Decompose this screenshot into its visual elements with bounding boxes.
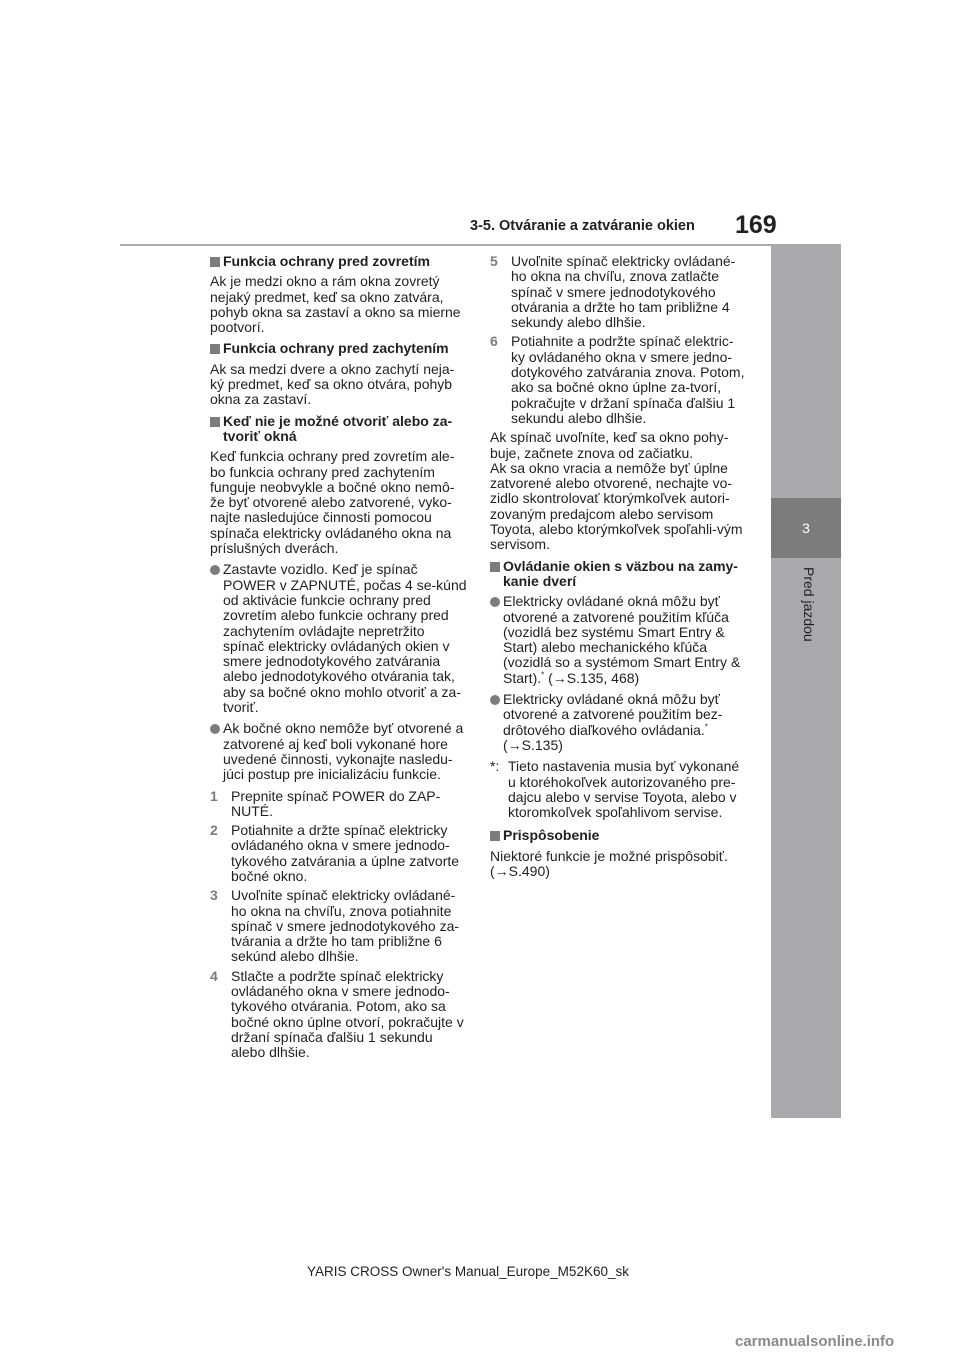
- step-item: 4 Stlačte a podržte spínač elektricky ovládaného okna v smere jednodo-tykového otvárania. Potom, ako sa bočné okno úplne otvorí, pokračujte v držaní spínača ďalšiu 1 sekundu alebo dlhšie.: [210, 967, 464, 1061]
- step-item: 1 Prepnite spínač POWER do ZAP-NUTÉ.: [210, 787, 441, 819]
- bullet-item: Elektricky ovládané okná môžu byť otvorené a zatvorené použitím kľúča (vozidlá bez systému Smart Entry & Start) alebo mechanického kľúča (vozidlá so a systémom Smart Entry & Start).* (→S.135, 468): [490, 594, 747, 686]
- square-bullet-icon: [210, 417, 220, 427]
- paragraph: Ak sa okno vracia a nemôže byť úplne zatvorené alebo otvorené, nechajte vo-zidlo skontrolovať ktorýmkoľvek autori-zovaným predajcom alebo servisom Toyota, alebo ktorýmkoľvek spoľahli-vým servisom.: [490, 459, 743, 553]
- footnote: *: Tieto nastavenia musia byť vykonané u ktoréhokoľvek autorizovaného pre-dajcu alebo v servise Toyota, alebo v ktoromkoľvek spoľahlivom servise.: [490, 758, 740, 821]
- step-item: 3 Uvoľnite spínač elektricky ovládané-ho okna na chvíľu, znova potiahnite spínač v smere jednodotykového za-tvárania a držte ho tam približne 6 sekúnd alebo dlhšie.: [210, 887, 460, 965]
- step-item: 6 Potiahnite a podržte spínač elektric-ky ovládaného okna v smere jedno-dotykového zatvárania znova. Potom, ako sa bočné okno úplne za-tvorí, pokračujte v držaní spínača ďalšiu 1 sekundu alebo dlhšie.: [490, 333, 745, 426]
- step-item: 5 Uvoľnite spínač elektricky ovládané-ho okna na chvíľu, znova zatlačte spínač v smere jednodotykového otvárania a držte ho tam približne 4 sekundy alebo dlhšie.: [490, 253, 736, 331]
- paragraph: Niektoré funkcie je možné prispôsobiť. (→S.490): [490, 847, 728, 879]
- round-bullet-icon: [490, 597, 500, 607]
- section-title: 3-5. Otváranie a zatváranie okien: [470, 218, 695, 234]
- square-bullet-icon: [210, 257, 220, 267]
- round-bullet-icon: [210, 565, 220, 575]
- page-number: 169: [735, 211, 777, 239]
- page-reference: (→S.135, 468): [544, 669, 640, 686]
- section-heading: Keď nie je možné otvoriť alebo za-tvoriť okná: [210, 414, 467, 445]
- square-bullet-icon: [490, 562, 500, 572]
- square-bullet-icon: [490, 831, 500, 841]
- section-heading: Funkcia ochrany pred zachytením: [210, 341, 467, 356]
- round-bullet-icon: [210, 724, 220, 734]
- footnote-mark: *: [541, 670, 545, 680]
- side-tab-top: [771, 245, 841, 498]
- paragraph: Ak je medzi okno a rám okna zovretý nejaký predmet, keď sa okno zatvára, pohyb okna sa zastaví a okno sa mierne pootvorí.: [210, 273, 461, 336]
- bullet-item: Elektricky ovládané okná môžu byť otvorené a zatvorené použitím bez-drôtového diaľkového ovládania.* (→S.135): [490, 692, 747, 753]
- paragraph: Ak spínač uvoľníte, keď sa okno pohy-buje, začnete znova od začiatku.: [490, 429, 729, 461]
- watermark: carmanualsonline.info: [735, 1333, 895, 1350]
- step-number: 2: [210, 822, 218, 839]
- left-column: [210, 254, 467, 1065]
- document-footer: YARIS CROSS Owner's Manual_Europe_M52K60_sk: [307, 1264, 629, 1279]
- round-bullet-icon: [490, 695, 500, 705]
- section-heading: Ovládanie okien s väzbou na zamy-kanie dverí: [490, 559, 747, 590]
- chapter-number-tab: 3: [771, 498, 841, 558]
- footnote-mark: *: [704, 721, 708, 731]
- square-bullet-icon: [210, 344, 220, 354]
- paragraph: Keď funkcia ochrany pred zovretím ale-bo funkcia ochrany pred zachytením funguje neobvykle a bočné okno nemô-že byť otvorené alebo zatvorené, vyko-najte nasledujúce činnosti pomocou spínača elektricky ovládaného okna na príslušných dverách.: [210, 448, 455, 557]
- step-number: 6: [490, 333, 498, 350]
- step-item: 2 Potiahnite a držte spínač elektricky ovládaného okna v smere jednodo-tykového zatvárania a úplne zatvorte bočné okno.: [210, 822, 460, 884]
- section-heading: Prispôsobenie: [490, 828, 747, 843]
- bullet-item: Zastavte vozidlo. Keď je spínač POWER v ZAPNUTÉ, počas 4 se-kúnd od aktivácie funkcie ochrany pred zovretím alebo funkcie ochrany pred zachytením ovládajte nepretržito spínač elektricky ovládaných okien v smere jednodotykového zatvárania alebo jednodotykového otvárania tak, aby sa bočné okno mohlo otvoriť a za-tvoriť.: [210, 562, 467, 715]
- paragraph: Ak sa medzi dvere a okno zachytí neja-ký predmet, keď sa okno otvára, pohyb okna za zastaví.: [210, 360, 455, 408]
- step-number: 5: [490, 253, 498, 269]
- step-number: 4: [210, 967, 218, 984]
- section-heading: Funkcia ochrany pred zovretím: [210, 254, 467, 269]
- page-reference: (→S.490): [490, 862, 550, 879]
- right-column: [490, 254, 747, 885]
- footnote-star: *:: [490, 758, 500, 775]
- step-number: 1: [210, 787, 218, 804]
- chapter-title: Pred jazdou: [801, 567, 817, 642]
- step-number: 3: [210, 887, 218, 904]
- page-reference: (→S.135): [503, 736, 563, 753]
- bullet-item: Ak bočné okno nemôže byť otvorené a zatvorené aj keď boli vykonané hore uvedené činnosti, vykonajte nasledu-júci postup pre inicializáciu funkcie.: [210, 721, 467, 782]
- header-divider: [120, 244, 841, 246]
